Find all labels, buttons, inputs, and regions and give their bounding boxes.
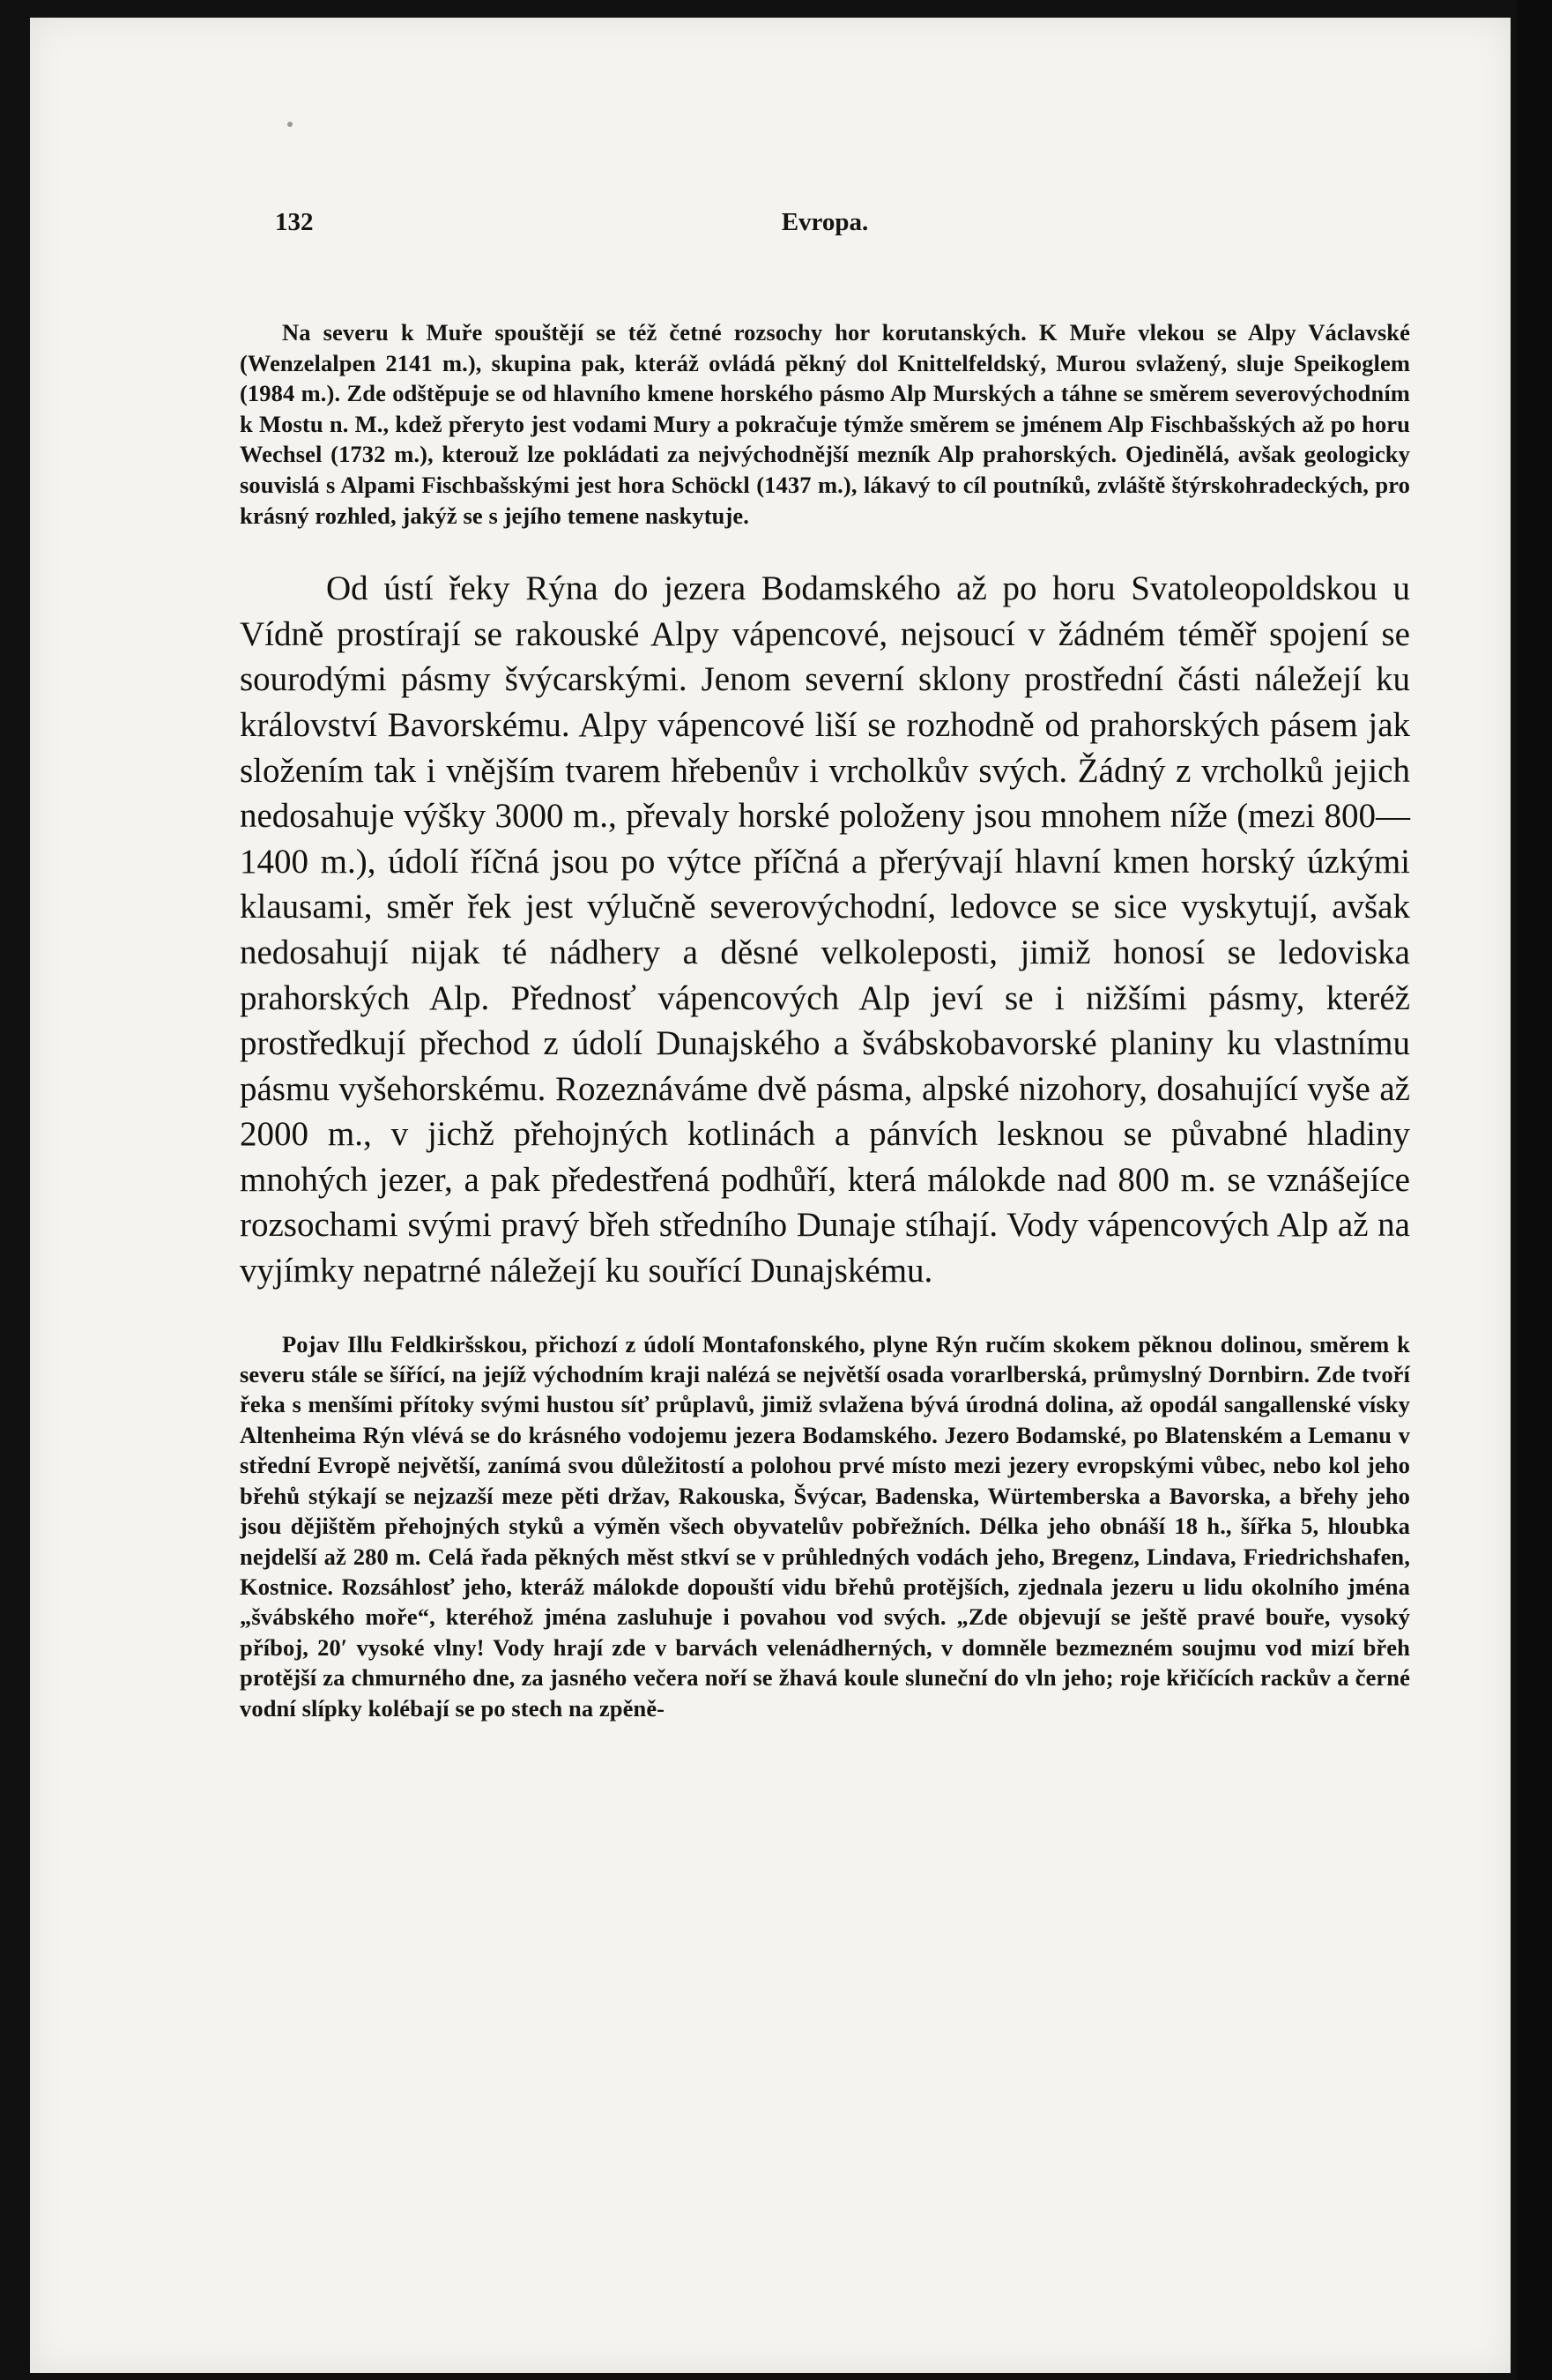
paragraph-main: Od ústí řeky Rýna do jezera Bodamského až po horu Svatoleopoldskou u Vídně prostírají se rakouské Alpy vápencové, nejsoucí v žádném téměř spojení se sourodými pásmy švýcarskými. Jenom severní sklony prostřední části náležejí ku království Bavorskému. Alpy vápencové liší se rozhodně od prahorských pásem jak složením tak i vnějším tvarem hřebenův i vrcholkův svých. Žádný z vrcholků jejich nedosahuje výšky 3000 m., převaly horské položeny jsou mnohem níže (mezi 800—1400 m.), údolí říčná jsou po výtce příčná a přerývají hlavní kmen horský úzkými klausami, směr řek jest výlučně severovýchodní, ledovce se sice vyskytují, avšak nedosahují nijak té nádhery a děsné velkoleposti, jimiž honosí se ledoviska prahorských Alp. Přednosť vápencových Alp jeví se i nižšími pásmy, kteréž prostředkují přechod z údolí Dunajského a švábskobavorské planiny ku vlastnímu pásmu vyšehorskému. Rozeznáváme dvě pásma, alpské nizohory, dosahující vyše až 2000 m., v jichž přehojných kotlinách a pánvích lesknou se půvabné hladiny mnohých jezer, a pak předestřená podhůří, která málokde nad 800 m. se vznášejíce rozsochami svými pravý břeh středního Dunaje stíhají. Vody vápencových Alp až na vyjímky nepatrné náležejí ku souřící Dunajskému. [240, 569, 1410, 1290]
running-head [240, 201, 1410, 245]
paragraph-small-2: Pojav Illu Feldkiršskou, přichozí z údolí Montafonského, plyne Rýn ručím skokem pěknou dolinou, směrem k severu stále se šířící, na jejíž východním kraji nalézá se největší osada vorarlberská, průmyslný Dornbirn. Zde tvoří řeka s menšími přítoky svými hustou síť průplavů, jimiž svlažena bývá úrodná dolina, až opodál sangallenské vísky Altenheima Rýn vlévá se do krásného vodojemu jezera Bodamského. Jezero Bodamské, po Blatenském a Lemanu v střední Evropě největší, zanímá svou důležitostí a polohou prvé místo mezi jezery evropskými vůbec, nebo kol jeho břehů stýkají se nejzazší meze pěti držav, Rakouska, Švýcar, Badenska, Würtemberska a Bavorska, a břehy jeho jsou dějištěm přehojných styků a výměn všech obyvatelův pobřežních. Délka jeho obnáší 18 h., šířka 5, hloubka nejdelší až 280 m. Celá řada pěkných měst stkví se v průhledných vodách jeho, Bregenz, Lindava, Friedrichshafen, Kostnice. Rozsáhlosť jeho, kteráž málokde dopouští vidu břehů protějších, zjednala jezeru u lidu okolního jména „švábského moře“, kteréhož jména zasluhuje i povahou vod svých. „Zde objevují se ještě pravé bouře, vysoký příboj, 20′ vysoké vlny! Vody hrají zde v barvách velenádherných, v domněle bezmezném soujmu vod mizí břeh protější za chmurného dne, za jasného večera noří se žhavá koule sluneční do vln jeho; roje křičících rackův a černé vodní slípky kolébají se po stech na zpěně- [240, 1330, 1410, 1722]
paragraph-small-1: Na severu k Muře spouštějí se též četné rozsochy hor korutanských. K Muře vlekou se Alpy Václavské (Wenzelalpen 2141 m.), skupina pak, kteráž ovládá pěkný dol Knittelfeldský, Murou svlažený, sluje Speikoglem (1984 m.). Zde odštěpuje se od hlavního kmene horského pásmo Alp Murských a táhne se směrem severovýchodním k Mostu n. M., kdež přeryto jest vodami Mury a pokračuje týmže směrem se jménem Alp Fischbašských až po horu Wechsel (1732 m.), kterouž lze pokládati za nejvýchodnější mezník Alp prahorských. Ojedinělá, avšak geologicky souvislá s Alpami Fischbašskými jest hora Schöckl (1437 m.), lákavý to cíl poutníků, zvláště štýrskohradeckých, pro krásný rozhled, jakýž se s jejího temene naskytuje. [240, 319, 1410, 529]
ink-speck [287, 122, 293, 127]
scan-edge [1517, 0, 1552, 2380]
page-content [240, 201, 1410, 1723]
page-number: 132 [275, 208, 314, 236]
page-title: Evropa. [781, 208, 869, 236]
